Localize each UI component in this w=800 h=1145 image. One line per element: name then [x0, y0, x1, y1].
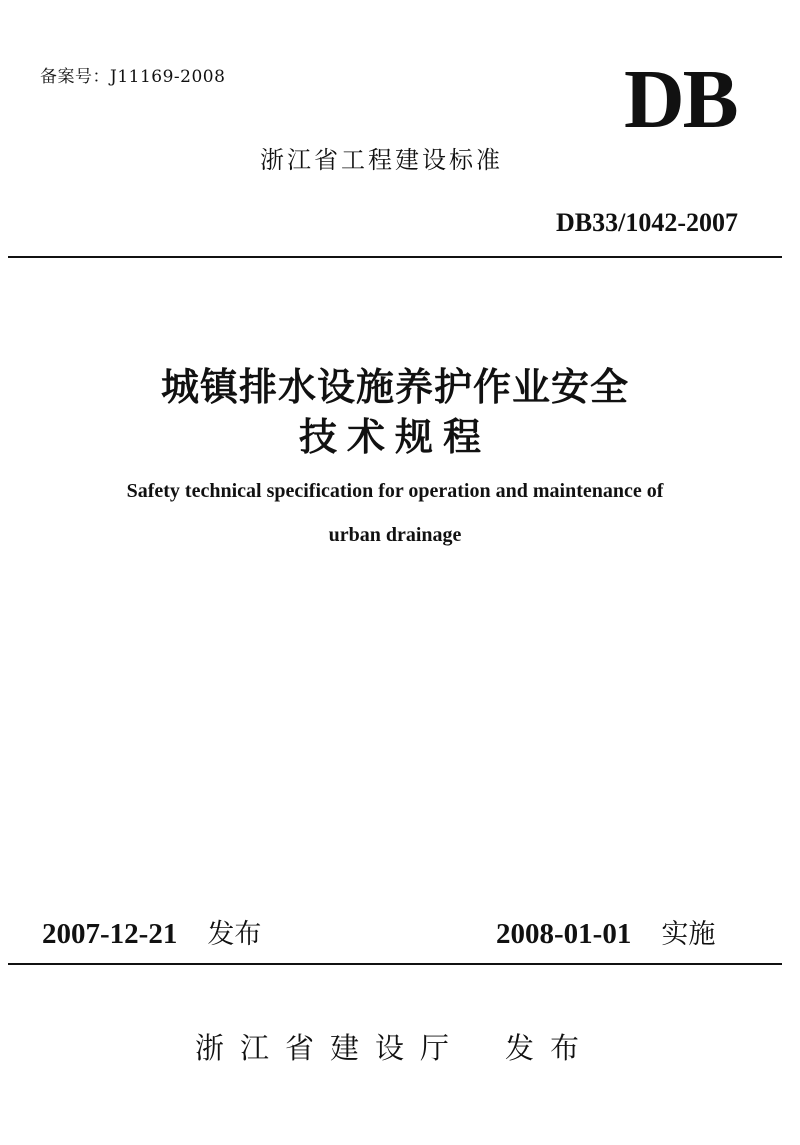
issuer-verb: 发布: [505, 1031, 596, 1065]
db-standard-mark: DB: [624, 53, 737, 146]
effective-date-row: [496, 912, 715, 951]
issue-date-row: [42, 912, 261, 951]
issuer-name: 浙江省建设厅: [194, 1031, 465, 1065]
top-divider: [8, 256, 782, 258]
bottom-divider: [8, 963, 782, 965]
issuer-row: [0, 1026, 790, 1067]
title-english-line2: urban drainage: [328, 524, 462, 546]
title-chinese-line1: 城镇排水设施养护作业安全: [160, 364, 629, 409]
effective-label: 实施: [661, 919, 716, 950]
issue-date: 2007-12-21: [42, 918, 178, 950]
standard-category: 浙江省工程建设标准: [260, 146, 503, 174]
title-chinese-line2: 技术规程: [298, 414, 491, 459]
standard-number: DB33/1042-2007: [556, 208, 738, 237]
title-english-line1: Safety technical specification for operation and maintenance of: [126, 480, 664, 502]
effective-date: 2008-01-01: [496, 918, 632, 950]
issue-label: 发布: [207, 919, 262, 950]
record-number: 备案号：J11169-2008: [40, 67, 226, 87]
